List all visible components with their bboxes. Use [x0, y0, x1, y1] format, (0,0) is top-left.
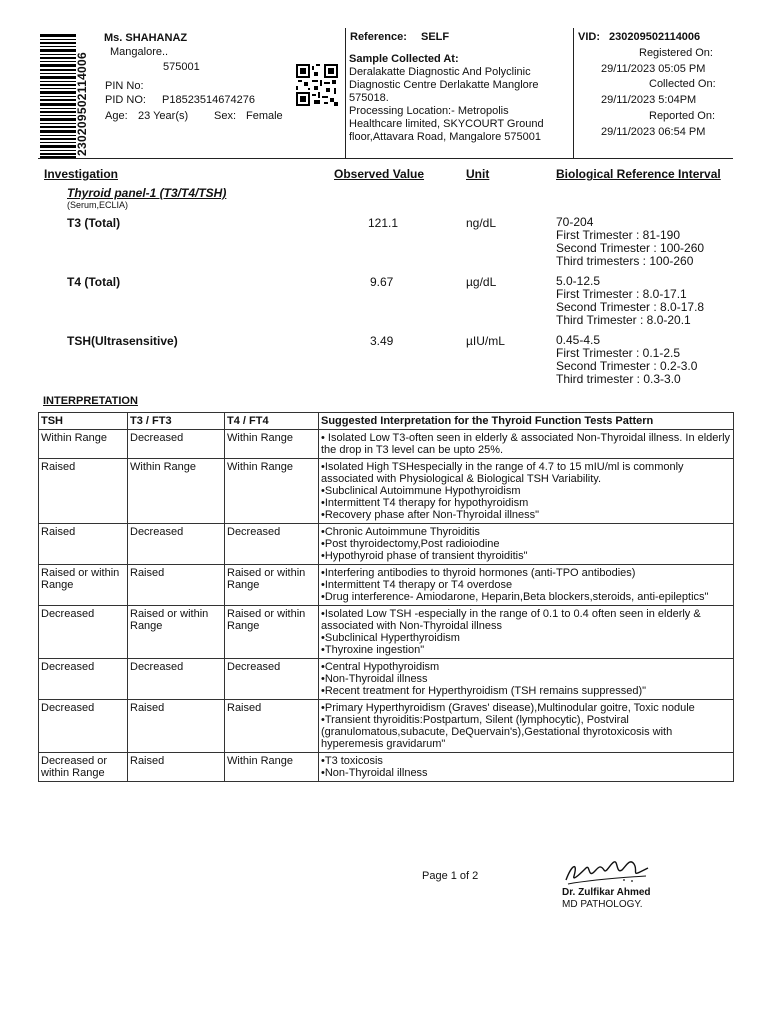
- reported-label: Reported On:: [649, 110, 716, 122]
- patient-pincode: 575001: [163, 61, 200, 73]
- registered-label: Registered On:: [639, 47, 713, 59]
- cell-interpretation: •Isolated High TSHespecially in the range of 4.7 to 15 mIU/ml is commonly associated with Physiological & Biological TSH Variability. •Subclinical Autoimmune Hypothyroidism •Intermittent T4 therapy for hypothyroidism •Recovery phase after Non-Thyroidal illness": [319, 459, 734, 524]
- header-divider-left: [345, 28, 346, 158]
- doctor-qualification: MD PATHOLOGY.: [562, 899, 643, 910]
- cell-t4: Raised or within Range: [225, 565, 319, 606]
- table-row: [39, 700, 734, 753]
- test-ref-t4: [556, 275, 704, 327]
- sample-line: Processing Location:- Metropolis: [349, 105, 509, 117]
- test-name-tsh: TSH(Ultrasensitive): [67, 334, 178, 348]
- test-name-t3: T3 (Total): [67, 216, 121, 230]
- pin-no-label: PIN No:: [105, 80, 144, 92]
- panel-method: (Serum,ECLIA): [67, 200, 129, 210]
- cell-interpretation: •Chronic Autoimmune Thyroiditis •Post thyroidectomy,Post radioiodine •Hypothyroid phase of transient thyroiditis": [319, 524, 734, 565]
- cell-interpretation: •Interfering antibodies to thyroid hormones (anti-TPO antibodies) •Intermittent T4 therapy or T4 overdose •Drug interference- Amiodarone, Heparin,Beta blockers,steroids, anti-epileptics": [319, 565, 734, 606]
- ref-line: 0.45-4.5: [556, 333, 601, 347]
- ref-line: 5.0-12.5: [556, 274, 601, 288]
- collected-label: Collected On:: [649, 78, 716, 90]
- test-value-t4: 9.67: [370, 275, 394, 289]
- patient-city: Mangalore..: [110, 46, 169, 58]
- cell-t4: Within Range: [225, 430, 319, 459]
- cell-t3: Raised: [128, 565, 225, 606]
- cell-t3: Within Range: [128, 459, 225, 524]
- cell-interpretation: •Primary Hyperthyroidism (Graves' disease),Multinodular goitre, Toxic nodule •Transient thyroiditis:Postpartum, Silent (lymphocytic), Postviral (granulomatous,subacute, DeQuervain's),Gestational thyrotoxicosis with hyperemesis gravidarum": [319, 700, 734, 753]
- header-t3: T3 / FT3: [128, 413, 225, 430]
- cell-t3: Raised: [128, 700, 225, 753]
- pid-value: P18523514674276: [162, 94, 255, 106]
- ref-line: First Trimester : 0.1-2.5: [556, 346, 681, 360]
- table-row: [39, 565, 734, 606]
- ref-line: First Trimester : 81-190: [556, 228, 681, 242]
- ref-line: 70-204: [556, 215, 594, 229]
- sample-address: [349, 66, 544, 144]
- panel-title: Thyroid panel-1 (T3/T4/TSH): [67, 186, 227, 200]
- ref-line: Third trimesters : 100-260: [556, 254, 694, 268]
- cell-tsh: Decreased: [39, 659, 128, 700]
- vid-value: 230209502114006: [609, 31, 701, 43]
- cell-t4: Decreased: [225, 524, 319, 565]
- header-tsh: TSH: [39, 413, 128, 430]
- patient-name: Ms. SHAHANAZ: [104, 32, 188, 44]
- test-unit-tsh: µIU/mL: [466, 334, 505, 348]
- doctor-name: Dr. Zulfikar Ahmed: [562, 887, 651, 898]
- registered-value: 29/11/2023 05:05 PM: [601, 63, 706, 75]
- cell-t3: Decreased: [128, 659, 225, 700]
- vid-label: VID:: [578, 31, 600, 43]
- qr-code: [296, 64, 338, 106]
- col-investigation: Investigation: [44, 167, 119, 181]
- cell-interpretation: •T3 toxicosis •Non-Thyroidal illness: [319, 753, 734, 782]
- cell-t3: Decreased: [128, 524, 225, 565]
- sex-value: Female: [246, 110, 283, 122]
- cell-tsh: Decreased: [39, 700, 128, 753]
- table-row: [39, 430, 734, 459]
- cell-tsh: Raised: [39, 524, 128, 565]
- ref-line: Third trimester : 0.3-3.0: [556, 372, 681, 386]
- cell-tsh: Raised or within Range: [39, 565, 128, 606]
- sex-label: Sex:: [214, 110, 237, 122]
- cell-t4: Raised: [225, 700, 319, 753]
- ref-line: Second Trimester : 8.0-17.8: [556, 300, 705, 314]
- col-observed-value: Observed Value: [334, 167, 425, 181]
- pid-label: PID NO:: [105, 94, 146, 106]
- col-unit: Unit: [466, 167, 490, 181]
- doctor-signature: [560, 850, 650, 888]
- cell-t4: Within Range: [225, 459, 319, 524]
- ref-line: Second Trimester : 100-260: [556, 241, 705, 255]
- cell-t4: Raised or within Range: [225, 606, 319, 659]
- table-row: [39, 606, 734, 659]
- cell-tsh: Within Range: [39, 430, 128, 459]
- table-header-row: [39, 413, 734, 430]
- sample-line: floor,Attavara Road, Mangalore 575001: [349, 131, 542, 143]
- sample-line: Diagnostic Centre Derlakatte Manglore: [349, 79, 539, 91]
- cell-t3: Raised: [128, 753, 225, 782]
- sample-line: Deralakatte Diagnostic And Polyclinic: [349, 66, 531, 78]
- cell-interpretation: •Central Hypothyroidism •Non-Thyroidal illness •Recent treatment for Hyperthyroidism (TSH remains suppressed)": [319, 659, 734, 700]
- age-label: Age:: [105, 110, 128, 122]
- cell-t3: Decreased: [128, 430, 225, 459]
- cell-tsh: Decreased: [39, 606, 128, 659]
- header-divider-right: [573, 28, 574, 158]
- table-row: [39, 753, 734, 782]
- test-unit-t3: ng/dL: [466, 216, 497, 230]
- table-row: [39, 524, 734, 565]
- header-bottom-rule: [38, 158, 733, 159]
- sample-line: 575018.: [349, 92, 389, 104]
- cell-interpretation: •Isolated Low TSH -especially in the range of 0.1 to 0.4 often seen in elderly & associated with Non-Thyroidal illness •Subclinical Hyperthyroidism •Thyroxine ingestion": [319, 606, 734, 659]
- test-name-t4: T4 (Total): [67, 275, 121, 289]
- sample-label: Sample Collected At:: [349, 53, 459, 65]
- cell-tsh: Decreased or within Range: [39, 753, 128, 782]
- table-row: [39, 659, 734, 700]
- age-value: 23 Year(s): [138, 110, 189, 122]
- cell-tsh: Raised: [39, 459, 128, 524]
- reference-value: SELF: [421, 31, 450, 43]
- cell-t4: Decreased: [225, 659, 319, 700]
- ref-line: Third Trimester : 8.0-20.1: [556, 313, 691, 327]
- test-ref-tsh: [556, 334, 697, 386]
- reported-value: 29/11/2023 06:54 PM: [601, 126, 706, 138]
- col-reference-interval: Biological Reference Interval: [556, 167, 721, 181]
- table-row: [39, 459, 734, 524]
- sample-line: Healthcare limited, SKYCOURT Ground: [349, 118, 544, 130]
- cell-interpretation: • Isolated Low T3-often seen in elderly & associated Non-Thyroidal illness. In elderly the drop in T3 level can be upto 25%.: [319, 430, 734, 459]
- collected-value: 29/11/2023 5:04PM: [601, 94, 697, 106]
- barcode: [40, 34, 76, 158]
- header-interpretation: Suggested Interpretation for the Thyroid Function Tests Pattern: [319, 413, 734, 430]
- interpretation-heading: INTERPRETATION: [43, 395, 138, 407]
- reference-label: Reference:: [350, 31, 407, 43]
- interpretation-body: [39, 430, 734, 782]
- cell-t3: Raised or within Range: [128, 606, 225, 659]
- header-t4: T4 / FT4: [225, 413, 319, 430]
- interpretation-table: [38, 412, 734, 782]
- test-value-t3: 121.1: [368, 216, 399, 230]
- barcode-number: 230209502114006: [75, 52, 89, 156]
- cell-t4: Within Range: [225, 753, 319, 782]
- test-unit-t4: µg/dL: [466, 275, 497, 289]
- test-value-tsh: 3.49: [370, 334, 394, 348]
- test-ref-t3: [556, 216, 704, 268]
- page-number: Page 1 of 2: [422, 870, 479, 882]
- ref-line: Second Trimester : 0.2-3.0: [556, 359, 698, 373]
- ref-line: First Trimester : 8.0-17.1: [556, 287, 687, 301]
